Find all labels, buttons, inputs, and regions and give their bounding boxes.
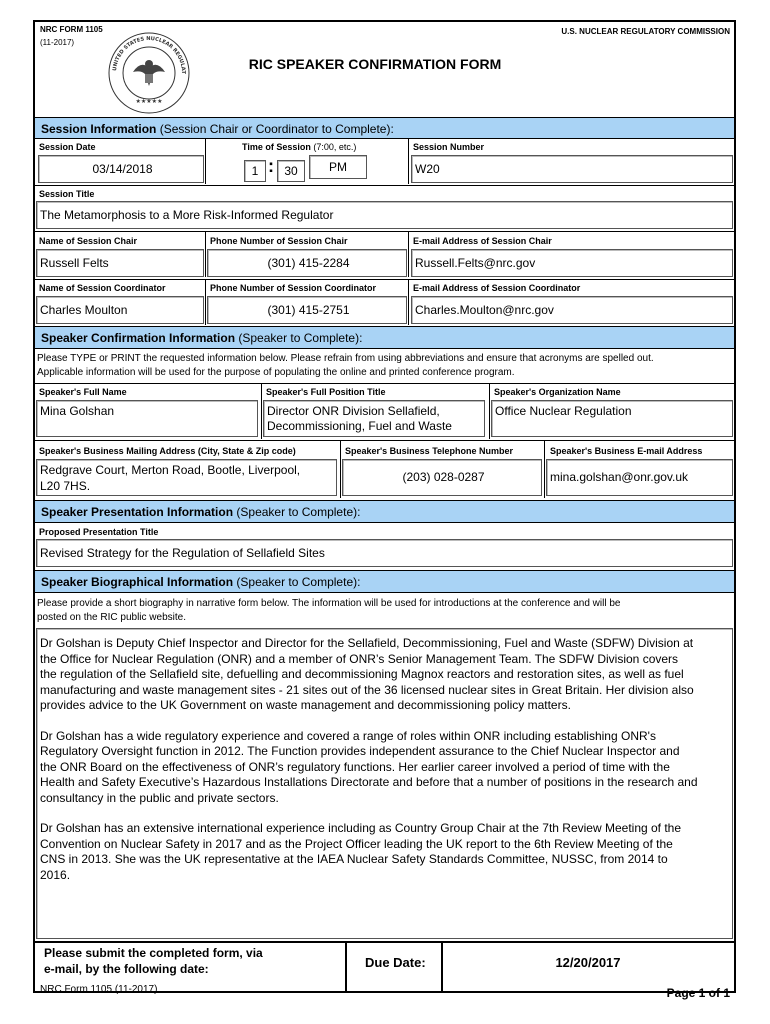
chair-name-field[interactable]: Russell Felts — [36, 249, 204, 277]
section-note: (Speaker to Complete): — [236, 505, 361, 519]
divider — [544, 440, 545, 498]
divider — [35, 941, 734, 943]
divider — [205, 139, 206, 184]
section-title: Speaker Confirmation Information — [41, 331, 236, 345]
divider — [408, 139, 409, 184]
svg-text:★★★★★: ★★★★★ — [135, 98, 163, 105]
bio-line: the ONR Board on the effectiveness of ONR’s regulatory functions. Her earlier career involved a period of time with the — [40, 759, 670, 774]
position-line: Decommissioning, Fuel and Waste — [267, 419, 452, 433]
submit-instructions — [44, 945, 263, 977]
page-title: RIC SPEAKER CONFIRMATION FORM — [248, 56, 502, 72]
chair-name-label: Name of Session Chair — [39, 236, 138, 246]
submit-line: Please submit the completed form, via — [44, 946, 263, 960]
page-number: Page 1 of 1 — [666, 986, 730, 1000]
divider — [35, 440, 734, 441]
bio-line: Dr Golshan has an extensive international experience including as Country Group Chair at the 7th Review Meeting of the — [40, 821, 682, 835]
form-date: (11-2017) — [40, 38, 75, 47]
form-number: NRC FORM 1105 — [40, 25, 103, 34]
divider — [35, 185, 734, 186]
divider — [345, 941, 347, 991]
svg-text:UNITED STATES NUCLEAR REGULATO: UNITED STATES NUCLEAR REGULAT — [112, 35, 187, 75]
bio-paragraph — [40, 821, 730, 883]
speaker-email-field[interactable]: mina.golshan@onr.gov.uk — [546, 459, 733, 496]
divider — [408, 279, 409, 325]
section-note: (Session Chair or Coordinator to Complete): — [159, 122, 394, 136]
section-note: (Speaker to Complete): — [236, 575, 361, 589]
speaker-instructions-line1: Please TYPE or PRINT the requested information below. Please refrain from using abbreviations and ensure that acronyms are spelled out. — [37, 353, 654, 364]
coord-phone-field[interactable]: (301) 415-2751 — [207, 296, 407, 324]
bio-instructions-line2: posted on the RIC public website. — [37, 612, 186, 623]
speaker-phone-label: Speaker's Business Telephone Number — [345, 446, 514, 456]
bio-line: 2016. — [40, 867, 71, 882]
address-line: Redgrave Court, Merton Road, Bootle, Liverpool, — [40, 463, 301, 477]
section-title: Speaker Presentation Information — [41, 505, 234, 519]
bio-line: Regulatory Oversight function in 2012. The Function provides independent assurance to the Chief Nuclear Inspector and — [40, 744, 680, 758]
divider — [35, 231, 734, 232]
due-date-label: Due Date: — [365, 955, 426, 970]
footer-form-id: NRC Form 1105 (11-2017) — [40, 984, 158, 995]
session-minute-field[interactable]: 30 — [277, 160, 305, 182]
session-date-field[interactable]: 03/14/2018 — [38, 155, 204, 183]
section-note: (Speaker to Complete): — [238, 331, 363, 345]
divider — [408, 231, 409, 277]
speaker-address-field[interactable] — [36, 459, 337, 496]
time-colon: : — [268, 156, 274, 176]
coord-email-label: E-mail Address of Session Coordinator — [413, 283, 581, 293]
bio-line: the Office for Nuclear Regulation (ONR) and a member of ONR’s Senior Management Team. The SDFW Division covers — [40, 651, 679, 666]
coord-phone-label: Phone Number of Session Coordinator — [210, 283, 377, 293]
agency-name: U.S. NUCLEAR REGULATORY COMMISSION — [561, 27, 730, 36]
coord-name-label: Name of Session Coordinator — [39, 283, 166, 293]
speaker-address-label: Speaker's Business Mailing Address (City, State & Zip code) — [39, 446, 296, 456]
chair-email-label: E-mail Address of Session Chair — [413, 236, 552, 246]
bio-line: provides advice to the UK Government on waste management and decommissioning policy matters. — [40, 698, 571, 712]
divider — [261, 383, 262, 439]
bio-paragraph — [40, 729, 730, 807]
presentation-title-field[interactable]: Revised Strategy for the Regulation of Sellafield Sites — [36, 539, 733, 567]
speaker-position-field[interactable] — [263, 400, 485, 437]
bio-line: Convention on Nuclear Safety in 2017 and as the Project Officer leading the UK report to the 6th Review Meeting of the — [40, 836, 673, 851]
session-title-label: Session Title — [39, 189, 95, 199]
submit-line: e-mail, by the following date: — [44, 962, 209, 976]
divider — [489, 383, 490, 439]
nrc-seal-icon — [106, 30, 192, 116]
divider — [205, 231, 206, 277]
divider — [205, 279, 206, 325]
position-line: Director ONR Division Sellafield, — [267, 404, 440, 418]
section-speaker-band — [35, 326, 734, 349]
section-bio-band — [35, 570, 734, 593]
session-title-field[interactable]: The Metamorphosis to a More Risk-Informed Regulator — [36, 201, 733, 229]
biography-field[interactable] — [36, 628, 733, 939]
session-ampm-field[interactable]: PM — [309, 155, 367, 179]
chair-phone-field[interactable]: (301) 415-2284 — [207, 249, 407, 277]
coord-email-field[interactable]: Charles.Moulton@nrc.gov — [411, 296, 733, 324]
speaker-phone-field[interactable]: (203) 028-0287 — [342, 459, 542, 496]
bio-line: CNS in 2013. She was the UK representative at the IAEA Nuclear Safety Standards Committee, NUSSC, from 2014 to — [40, 852, 668, 866]
presentation-title-label: Proposed Presentation Title — [39, 527, 159, 537]
divider — [340, 440, 341, 498]
section-session-band — [35, 117, 734, 139]
session-number-field[interactable]: W20 — [411, 155, 733, 183]
bio-line: the regulation of the Sellafield site, defuelling and decommissioning Magnox reactors and restoration sites, as well as fuel — [40, 667, 684, 681]
address-line: L20 7HS. — [40, 479, 91, 493]
section-title: Session Information — [41, 122, 157, 136]
divider — [35, 383, 734, 384]
speaker-name-label: Speaker's Full Name — [39, 387, 127, 397]
chair-email-field[interactable]: Russell.Felts@nrc.gov — [411, 249, 733, 277]
section-presentation-band — [35, 500, 734, 523]
session-hour-field[interactable]: 1 — [244, 160, 266, 182]
speaker-instructions-line2: Applicable information will be used for the purpose of populating the online and printed conference program. — [37, 367, 515, 378]
session-time-label: Time of Session (7:00, etc.) — [242, 142, 357, 152]
bio-line: consultancy in the public and private sectors. — [40, 790, 279, 805]
speaker-position-label: Speaker's Full Position Title — [266, 387, 386, 397]
session-number-label: Session Number — [413, 142, 485, 152]
bio-line: Health and Safety Executive’s Hazardous Installations Directorate and before that a number of positions in the research and — [40, 775, 698, 789]
bio-paragraph — [40, 636, 730, 714]
speaker-org-field[interactable]: Office Nuclear Regulation — [491, 400, 733, 437]
bio-line: manufacturing and waste management sites - 21 sites out of the 36 licensed nuclear sites in Great Britain. Her division also — [40, 682, 694, 697]
bio-line: Dr Golshan is Deputy Chief Inspector and Director for the Sellafield, Decommissioning, Fuel and Waste (SDFW) Division at — [40, 636, 694, 650]
divider — [35, 279, 734, 280]
section-title: Speaker Biographical Information — [41, 575, 234, 589]
speaker-email-label: Speaker's Business E-mail Address — [550, 446, 703, 456]
session-date-label: Session Date — [39, 142, 96, 152]
speaker-org-label: Speaker's Organization Name — [494, 387, 621, 397]
bio-instructions-line1: Please provide a short biography in narrative form below. The information will be used for introductions at the conference and will be — [37, 598, 621, 609]
speaker-name-field[interactable]: Mina Golshan — [36, 400, 258, 437]
bio-line: Dr Golshan has a wide regulatory experience and covered a range of roles within ONR including establishing ONR's — [40, 728, 656, 743]
chair-phone-label: Phone Number of Session Chair — [210, 236, 348, 246]
due-date-value: 12/20/2017 — [555, 955, 621, 970]
coord-name-field[interactable]: Charles Moulton — [36, 296, 204, 324]
